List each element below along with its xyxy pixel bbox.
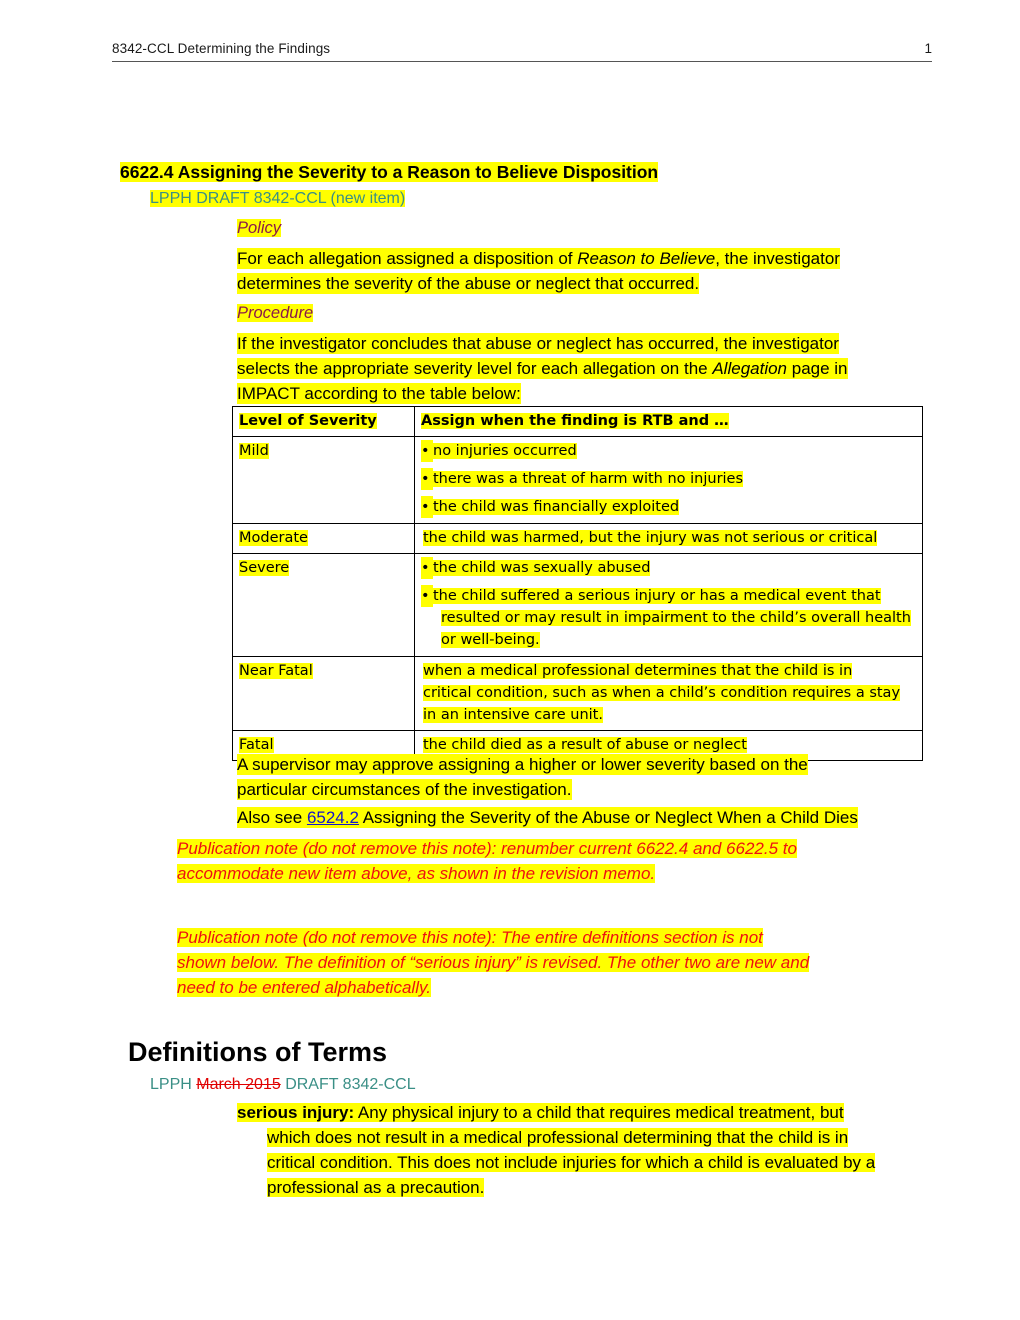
bullet-icon: • — [421, 496, 433, 518]
definitions-source-suffix: DRAFT 8342-CCL — [280, 1076, 416, 1093]
pubnote-1-line-2: accommodate new item above, as shown in the revision memo. — [177, 864, 656, 883]
definition-line1-text: Any physical injury to a child that requires medical treatment, but — [354, 1103, 844, 1122]
table-cell-criteria — [415, 554, 923, 657]
criteria-line: when a medical professional determines that the child is in — [423, 663, 853, 679]
procedure-line2-part-a: selects the appropriate severity level for each allegation on the — [237, 359, 713, 378]
pubnote-2-line-2: shown below. The definition of “serious injury” is revised. The other two are new and — [177, 953, 810, 972]
table-header-cell-assign: Assign when the finding is RTB and … — [415, 407, 923, 437]
table-cell-criteria — [415, 524, 923, 554]
criteria-line: in an intensive care unit. — [423, 707, 603, 723]
table-cell-level: Fatal — [233, 731, 415, 761]
procedure-paragraph-line-2 — [237, 356, 917, 381]
definition-term: serious injury: — [237, 1103, 355, 1122]
procedure-line2-part-c: page in — [787, 359, 848, 378]
list-item: • the child was sexually abused — [421, 557, 916, 579]
table-header-row — [233, 407, 923, 437]
also-see-suffix: Assigning the Severity of the Abuse or Neglect When a Child Dies — [358, 808, 858, 827]
definitions-source-prefix: LPPH — [150, 1076, 197, 1093]
policy-paragraph — [237, 246, 917, 296]
list-item: • no injuries occurred — [421, 440, 916, 462]
definition-line-1 — [237, 1100, 937, 1125]
also-see-line — [237, 805, 937, 830]
pubnote-2-line-1: Publication note (do not remove this note): The entire definitions section is not — [177, 928, 763, 947]
header-title: 8342-CCL Determining the Findings — [112, 41, 331, 56]
table-cell-level: Mild — [233, 437, 415, 524]
list-item: • the child was financially exploited — [421, 496, 916, 518]
definition-line-3: critical condition. This does not include injuries for which a child is evaluated by a — [267, 1153, 876, 1172]
bullet-icon: • — [421, 440, 433, 462]
supervisor-paragraph — [237, 752, 917, 802]
definitions-heading: Definitions of Terms — [128, 1037, 388, 1067]
section-source-text: LPPH DRAFT 8342-CCL (new item) — [150, 190, 406, 207]
table-row — [233, 437, 923, 524]
supervisor-line-2: particular circumstances of the investigation. — [237, 780, 572, 799]
procedure-line1-text: If the investigator concludes that abuse or neglect has occurred, the investigator — [237, 334, 839, 353]
policy-label-text: Policy — [237, 219, 282, 237]
pubnote-1-line-1: Publication note (do not remove this note): renumber current 6622.4 and 6622.5 to — [177, 839, 797, 858]
policy-line1-part-c: , the investigator — [715, 249, 840, 268]
definition-line-4: professional as a precaution. — [267, 1178, 485, 1197]
table-cell-level: Severe — [233, 554, 415, 657]
table-cell-level: Moderate — [233, 524, 415, 554]
procedure-paragraph — [237, 331, 917, 406]
procedure-label-text: Procedure — [237, 304, 314, 322]
also-see-prefix: Also see — [237, 808, 307, 827]
document-running-header — [112, 40, 932, 62]
supervisor-line-1: A supervisor may approve assigning a higher or lower severity based on the — [237, 755, 808, 774]
procedure-paragraph-line-3 — [237, 381, 917, 406]
policy-line1-part-a: For each allegation assigned a disposition of — [237, 249, 578, 268]
procedure-line2-italic: Allegation — [712, 359, 788, 378]
publication-note-2 — [177, 925, 937, 1000]
criteria-line: critical condition, such as when a child’s condition requires a stay — [423, 685, 901, 701]
policy-line1-italic: Reason to Believe — [577, 249, 716, 268]
procedure-label — [237, 303, 313, 324]
criteria-bullet-list — [421, 440, 916, 518]
criteria-line: the child was harmed, but the injury was not serious or critical — [423, 530, 878, 546]
table-cell-criteria — [415, 437, 923, 524]
header-page-number: 1 — [924, 41, 932, 56]
publication-note-1 — [177, 836, 937, 886]
bullet-icon: • — [421, 585, 433, 607]
definition-line-2: which does not result in a medical professional determining that the child is in — [267, 1128, 849, 1147]
policy-paragraph-line-2 — [237, 271, 917, 296]
policy-label — [237, 218, 281, 239]
policy-line2-text: determines the severity of the abuse or neglect that occurred. — [237, 274, 700, 293]
table-row — [233, 554, 923, 657]
definition-serious-injury — [237, 1100, 937, 1200]
criteria-line: the child died as a result of abuse or neglect — [423, 737, 747, 753]
list-item: • the child suffered a serious injury or has a medical event that resulted or may result in impairment to the child’s overall health or well-being. — [421, 585, 916, 651]
bullet-icon: • — [421, 468, 433, 490]
section-heading — [120, 161, 658, 183]
pubnote-2-line-3: need to be entered alphabetically. — [177, 978, 431, 997]
table-row — [233, 657, 923, 731]
section-source-line — [150, 188, 405, 209]
table-cell-level: Near Fatal — [233, 657, 415, 731]
also-see-paragraph — [237, 805, 937, 830]
table-cell-criteria — [415, 657, 923, 731]
definitions-source-line — [150, 1074, 416, 1095]
bullet-icon: • — [421, 557, 433, 579]
cross-reference-link[interactable]: 6524.2 — [306, 808, 359, 827]
severity-table — [232, 406, 923, 761]
procedure-line3-text: IMPACT according to the table below: — [237, 384, 521, 403]
policy-paragraph-line-1 — [237, 246, 917, 271]
procedure-paragraph-line-1 — [237, 331, 917, 356]
table-header-cell-level: Level of Severity — [233, 407, 415, 437]
table-row — [233, 524, 923, 554]
section-heading-text: 6622.4 Assigning the Severity to a Reason to Believe Disposition — [120, 162, 659, 182]
criteria-bullet-list — [421, 557, 916, 651]
definitions-source-struck: March 2015 — [196, 1076, 281, 1093]
list-item: • there was a threat of harm with no injuries — [421, 468, 916, 490]
